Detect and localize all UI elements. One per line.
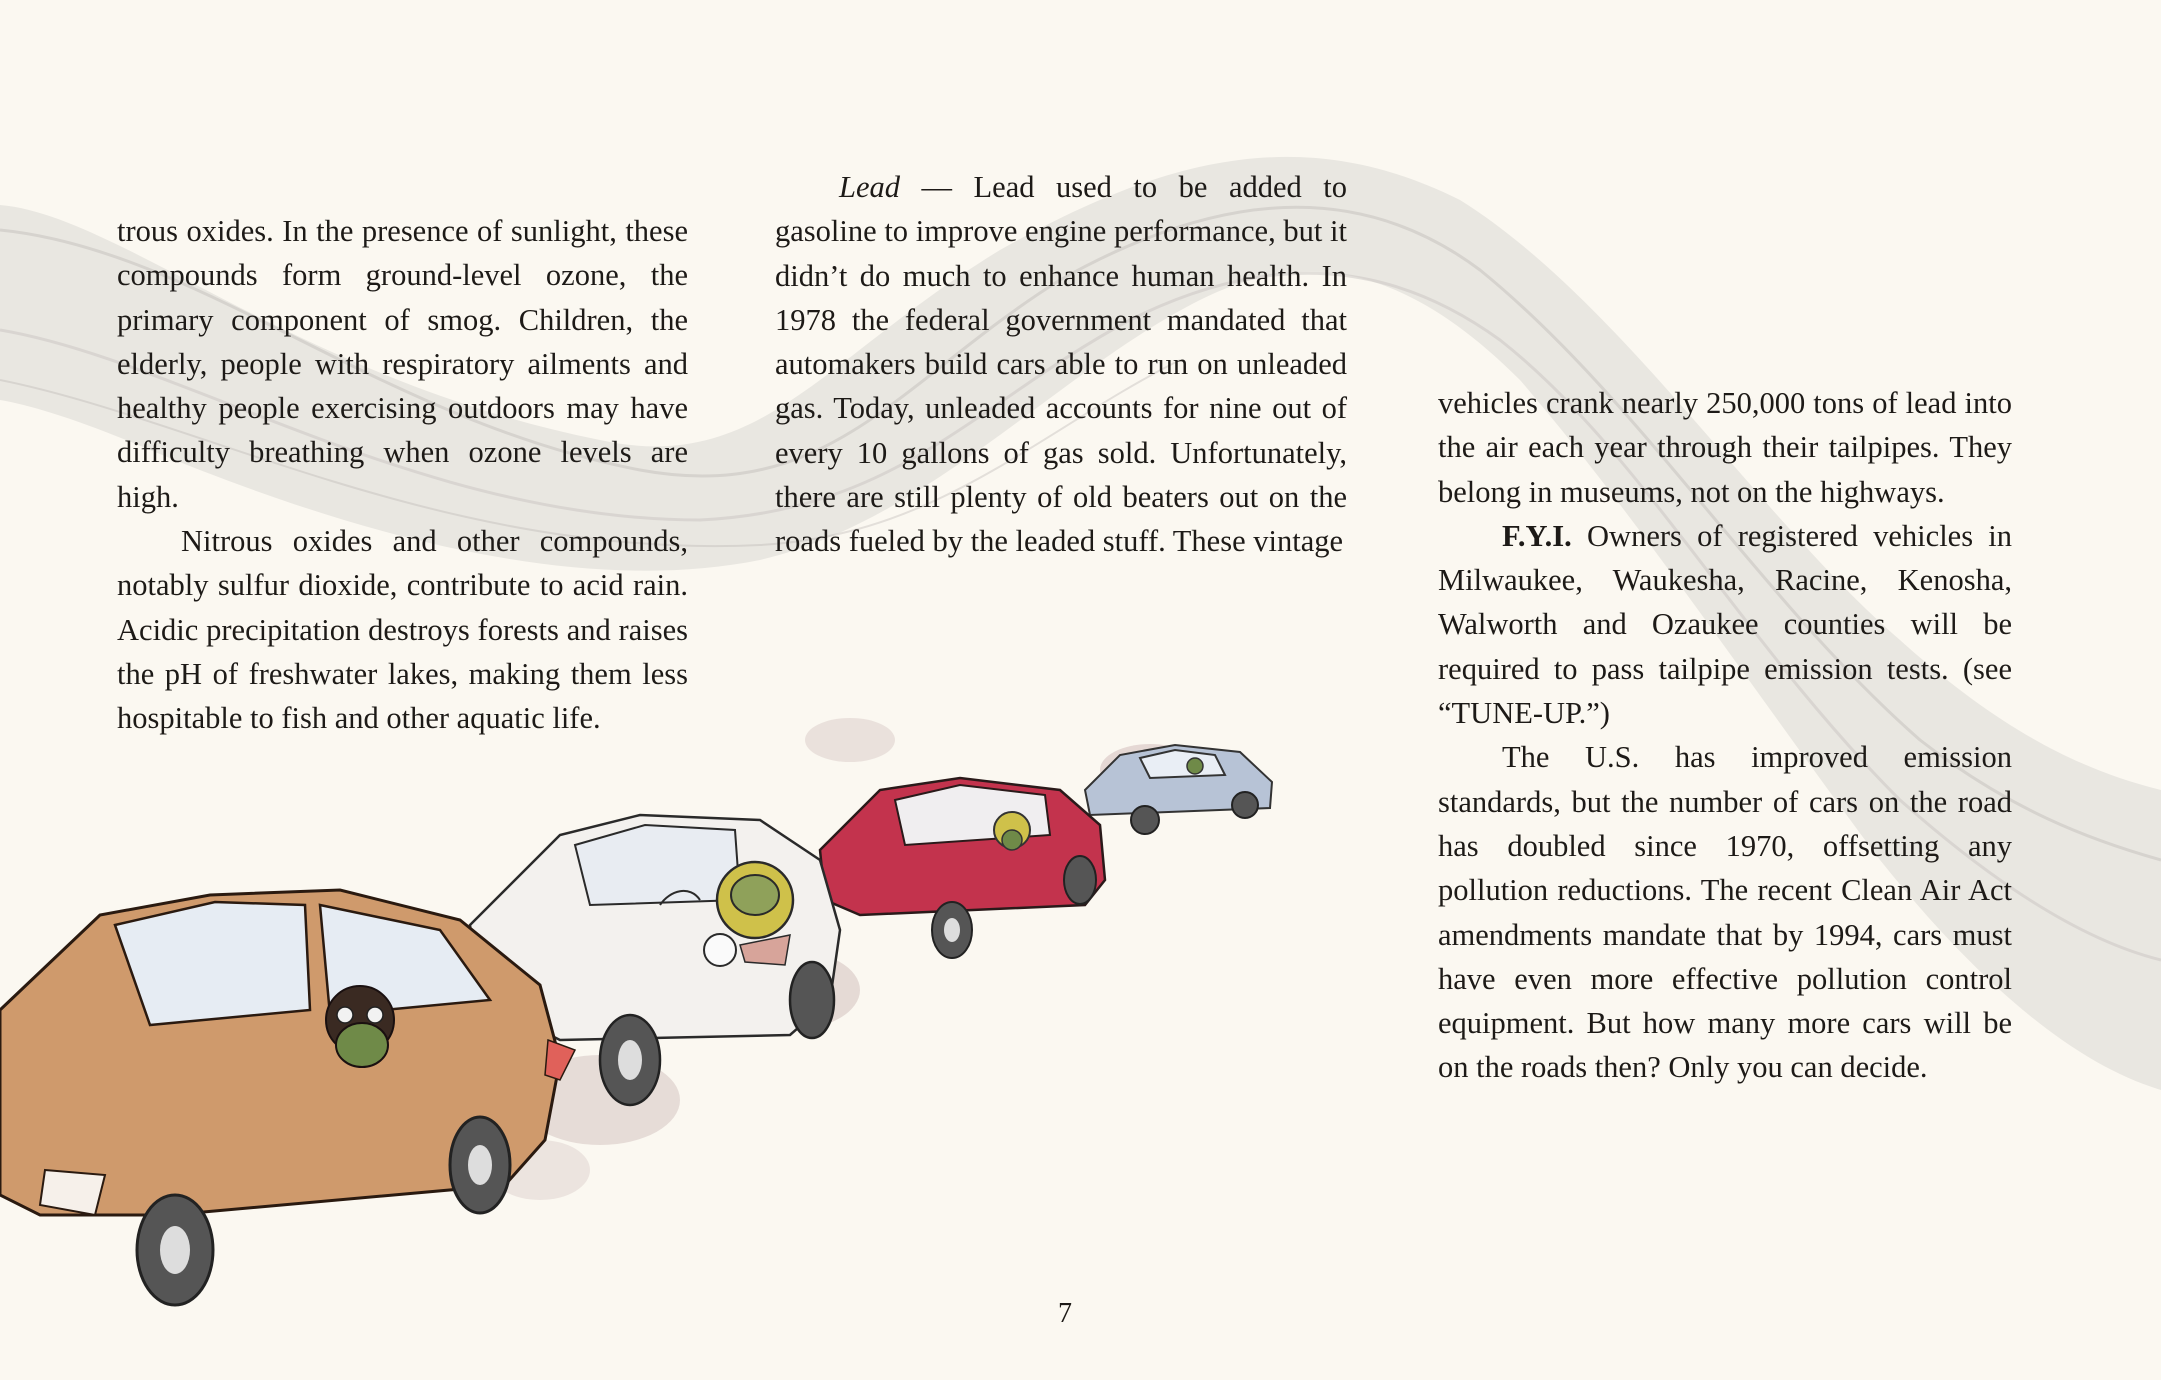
page-number: 7 [1058, 1298, 1072, 1329]
fyi-label: F.Y.I. [1502, 518, 1572, 553]
text-column-middle [775, 165, 1347, 564]
em-dash: — [900, 170, 974, 204]
fyi-paragraph [1438, 514, 2012, 735]
lead-heading: Lead [839, 170, 900, 204]
paragraph: trous oxides. In the presence of sunlight, these compounds form ground-level ozone, the primary component of smog. Children, the elderly, people with respiratory ailments and healthy people exercising outdoors may have difficulty breathing when ozone levels are high. [117, 214, 688, 514]
tan-car [0, 890, 575, 1305]
text-column-right [1438, 381, 2012, 1090]
paragraph-text: Lead used to be added to gasoline to improve engine performance, but it didn’t do much to enhance human health. In 1978 the federal government mandated that automakers build cars able to run on unleaded gas. Today, unleaded accounts for nine out of every 10 gallons of gas sold. Unfortunately, there are still plenty of old beaters out on the roads fueled by the leaded stuff. These vintage [775, 170, 1348, 559]
paragraph: The U.S. has improved emission standards, but the number of cars on the road has doubled since 1970, offsetting any pollution reductions. The recent Clean Air Act amendments mandate that by 1994, cars must have even more effective pollution control equipment. But how many more cars will be on the roads then? Only you can decide. [1438, 740, 2012, 1085]
text-column-left [117, 209, 688, 741]
lead-paragraph [775, 165, 1347, 564]
paragraph: vehicles crank nearly 250,000 tons of lead into the air each year through their tailpipes. They belong in museums, not on the highways. [1438, 386, 2012, 509]
paragraph: Nitrous oxides and other compounds, notably sulfur dioxide, contribute to acid rain. Acidic precipitation destroys forests and raises the pH of freshwater lakes, making them less hospitable to fish and other aquatic life. [117, 524, 688, 736]
fyi-text: Owners of registered vehicles in Milwaukee, Waukesha, Racine, Kenosha, Walworth and Ozaukee counties will be required to pass tailpipe emission tests. (see “TUNE-UP.”) [1438, 518, 2012, 731]
red-car [820, 778, 1105, 958]
